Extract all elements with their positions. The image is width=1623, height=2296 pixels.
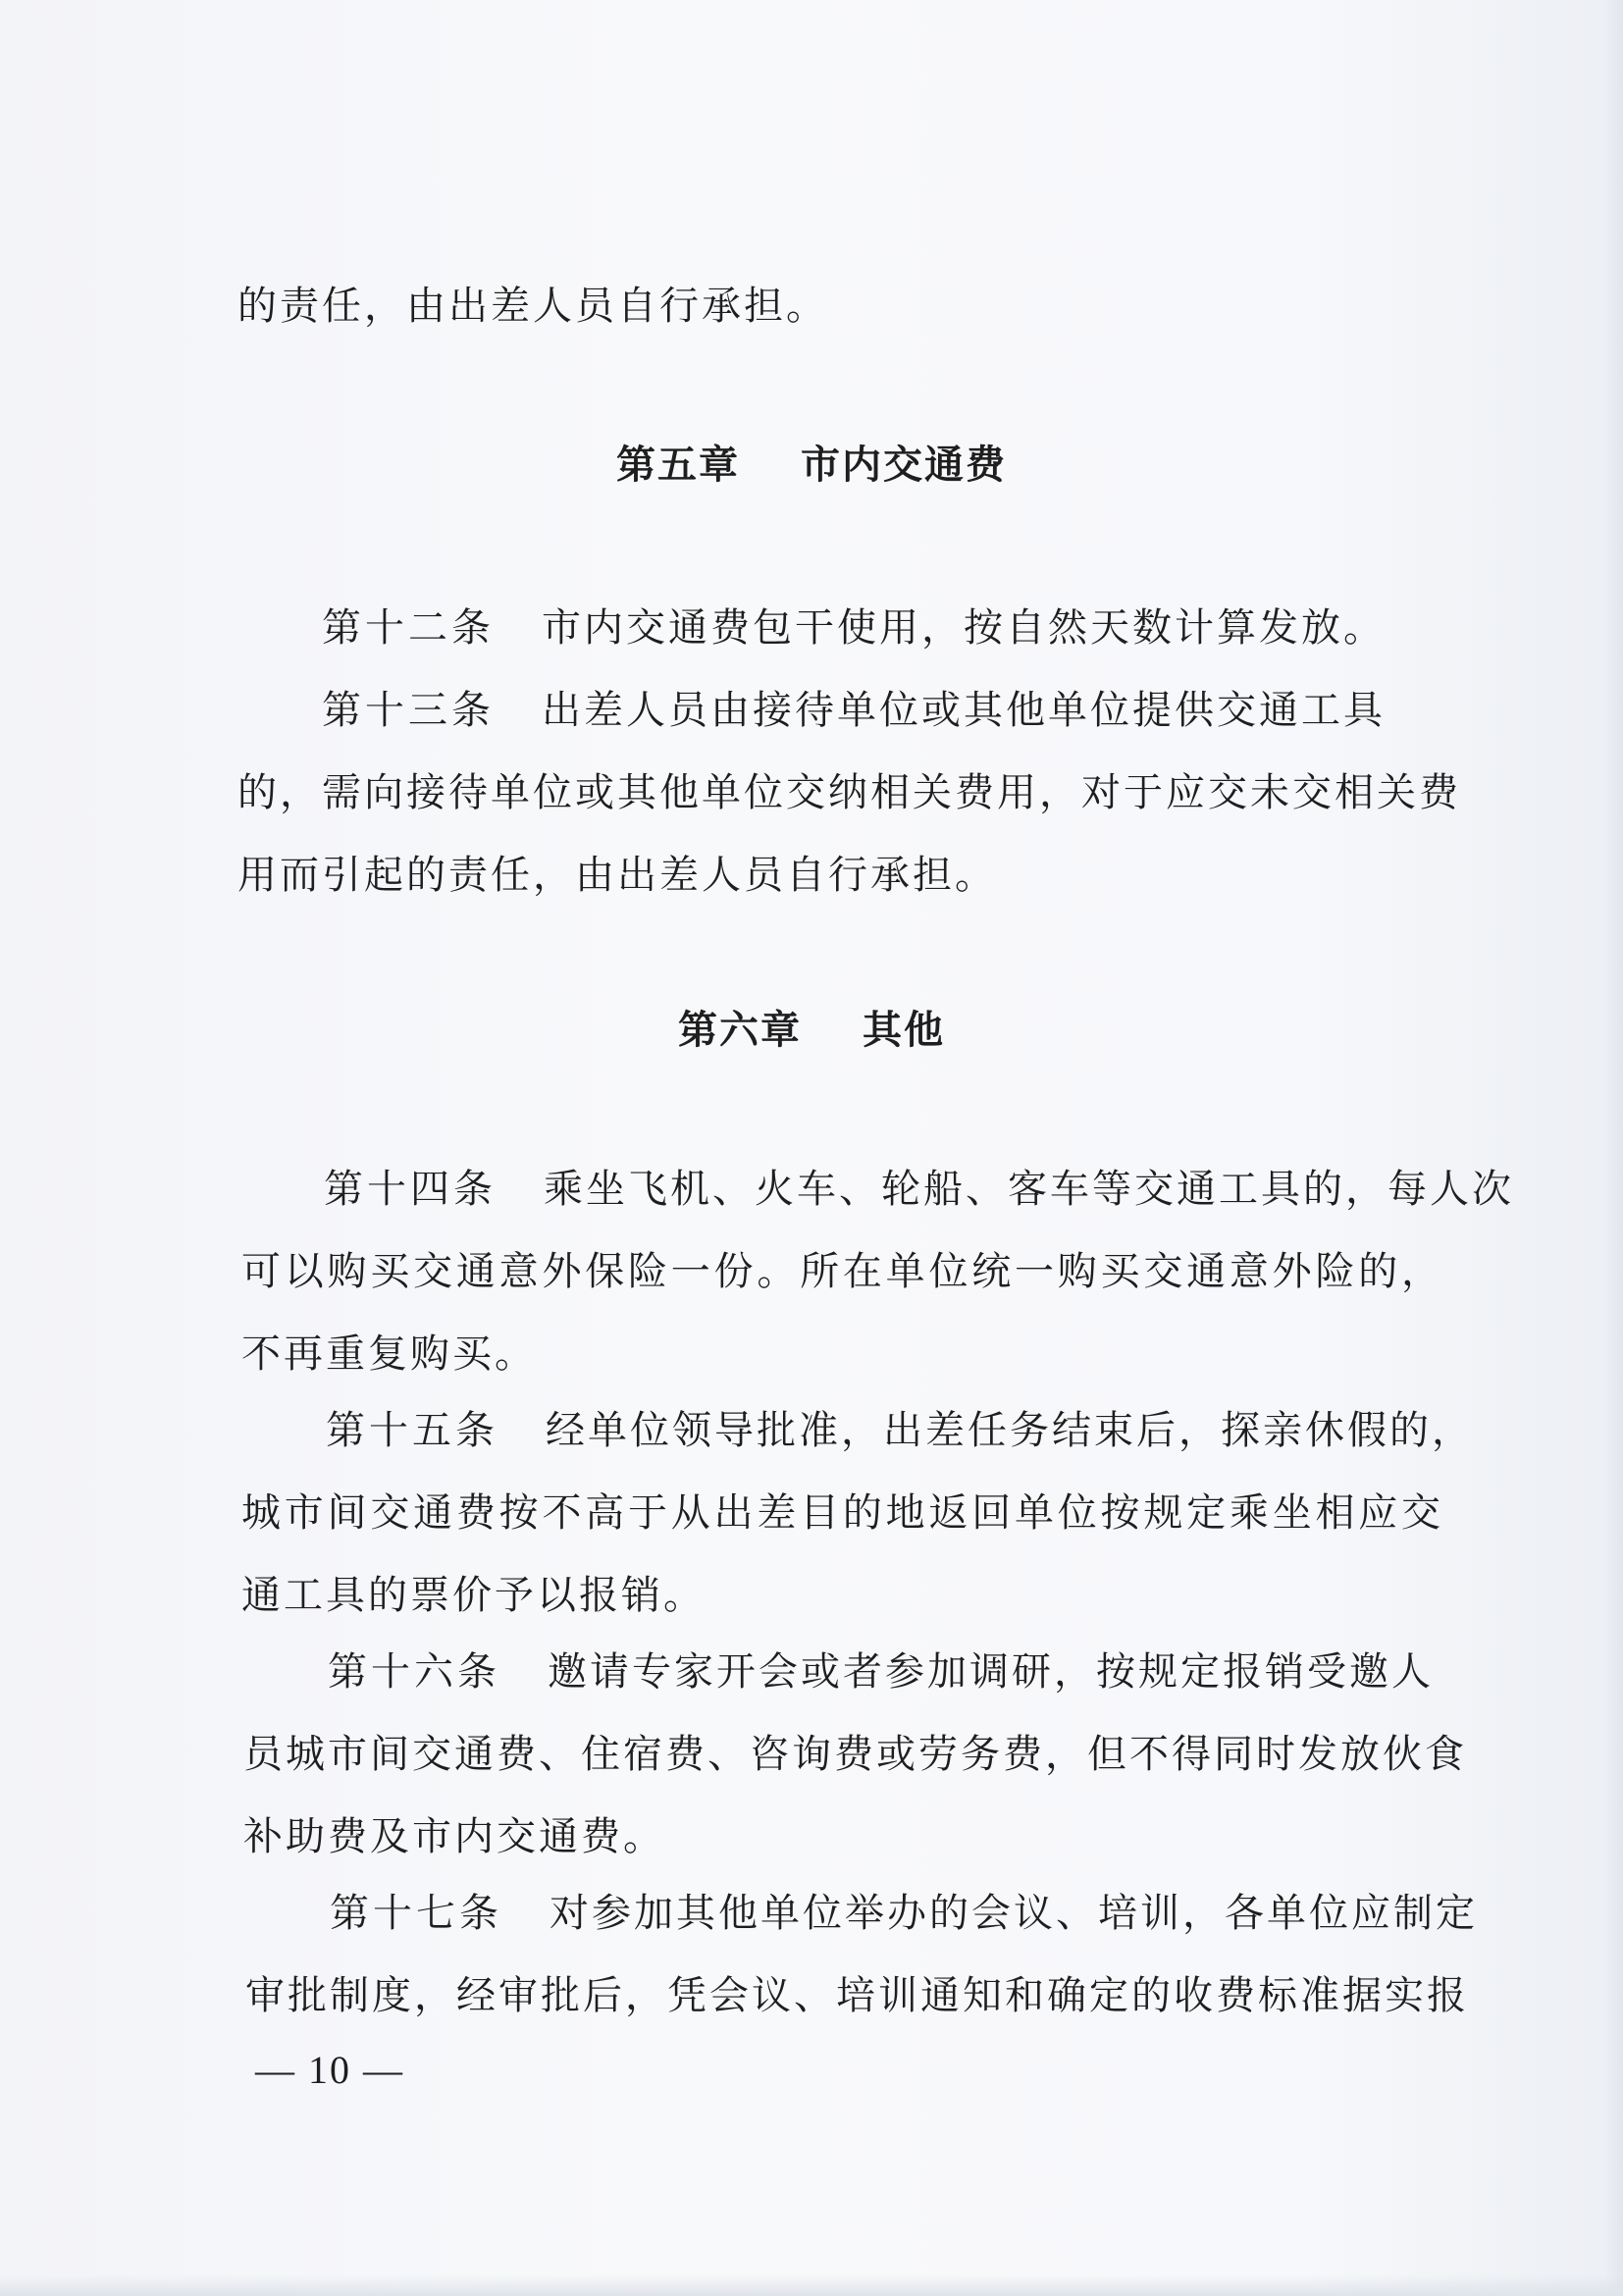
article-13 [322, 683, 1386, 738]
paragraph-line: 补助费及市内交通费。 [243, 1814, 665, 1859]
article-text: 市内交通费包干使用，按自然天数计算发放。 [542, 605, 1386, 651]
scan-shadow-bottom [0, 2274, 1623, 2296]
chapter-title: 市内交通费 [801, 443, 1007, 488]
article-label: 第十五条 [326, 1408, 498, 1453]
article-label: 第十七条 [330, 1891, 502, 1936]
paragraph-line: 通工具的票价予以报销。 [241, 1573, 706, 1618]
chapter-number: 第五章 [616, 443, 740, 488]
article-16 [328, 1644, 1434, 1699]
article-17 [330, 1886, 1478, 1941]
page-number: — 10 — [255, 2048, 404, 2092]
scan-shadow-right [1605, 0, 1623, 2296]
article-12 [322, 600, 1386, 655]
article-label: 第十六条 [328, 1649, 500, 1695]
article-label: 第十四条 [324, 1167, 497, 1212]
paragraph-line: 审批制度，经审批后，凭会议、培训通知和确定的收费标准据实报 [245, 1973, 1469, 2018]
paragraph-line: 可以购买交通意外保险一份。所在单位统一购买交通意外险的， [241, 1249, 1443, 1294]
article-text: 邀请专家开会或者参加调研，按规定报销受邀人 [548, 1649, 1434, 1695]
paragraph-line: 用而引起的责任，由出差人员自行承担。 [237, 853, 997, 898]
article-14 [324, 1162, 1514, 1217]
article-text: 出差人员由接待单位或其他单位提供交通工具 [542, 688, 1386, 733]
paragraph-line: 员城市间交通费、住宿费、咨询费或劳务费，但不得同时发放伙食 [243, 1732, 1467, 1777]
chapter-five-heading [0, 438, 1623, 493]
chapter-number: 第六章 [678, 1008, 802, 1053]
article-15 [326, 1403, 1474, 1458]
article-label: 第十二条 [322, 605, 495, 651]
paragraph-line: 的责任，由出差人员自行承担。 [237, 284, 828, 329]
article-text: 经单位领导批准，出差任务结束后，探亲休假的， [546, 1408, 1474, 1453]
chapter-six-heading [0, 1003, 1623, 1058]
paragraph-line: 城市间交通费按不高于从出差目的地返回单位按规定乘坐相应交 [241, 1490, 1443, 1536]
article-label: 第十三条 [322, 688, 495, 733]
article-text: 乘坐飞机、火车、轮船、客车等交通工具的，每人次 [544, 1167, 1514, 1212]
paragraph-line: 不再重复购买。 [241, 1331, 537, 1377]
article-text: 对参加其他单位举办的会议、培训，各单位应制定 [550, 1891, 1478, 1936]
chapter-title: 其他 [863, 1008, 945, 1053]
paragraph-line: 的，需向接待单位或其他单位交纳相关费用，对于应交未交相关费 [237, 770, 1461, 815]
